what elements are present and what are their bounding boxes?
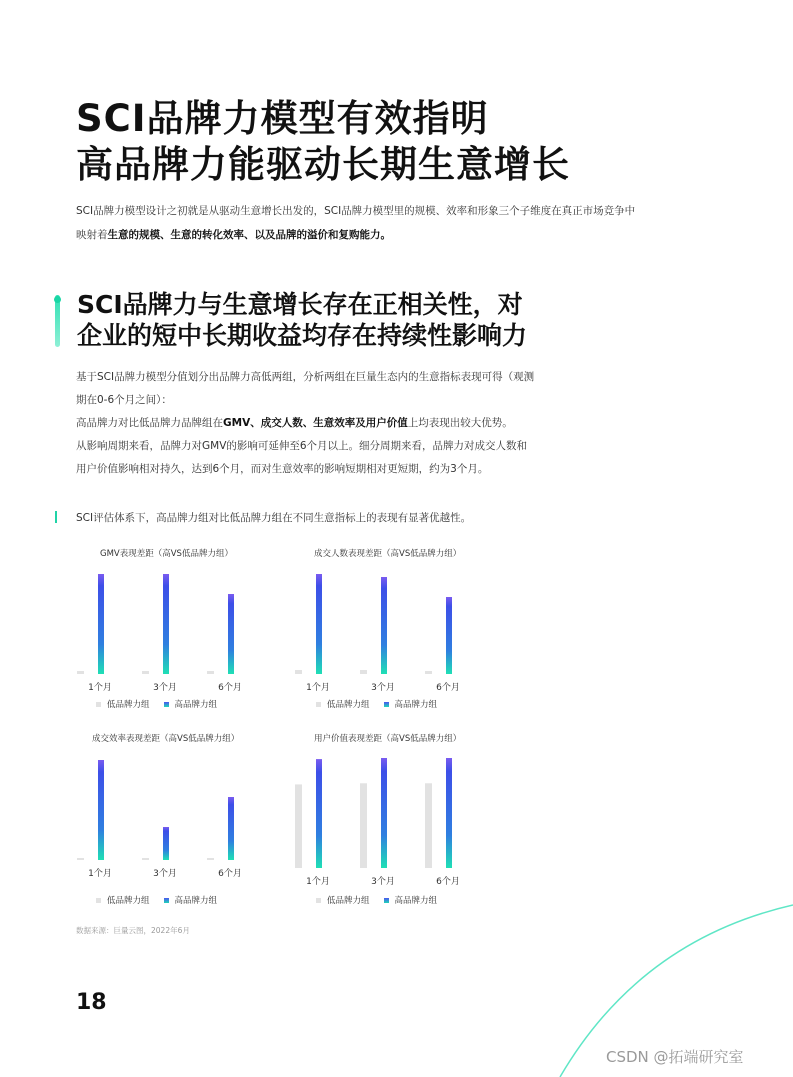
body-line-1: 基于SCI品牌力模型分值划分出品牌力高低两组，分析两组在巨量生态内的生意指标表现可得（观测期在0-6个月之间）：	[76, 371, 535, 406]
chart-gmv	[68, 566, 258, 696]
legend-label-low: 低品牌力组	[107, 700, 150, 710]
bar-low-1	[295, 784, 302, 868]
legend-label-high: 高品牌力组	[394, 700, 438, 710]
bar-high-1	[98, 574, 104, 674]
bar-low-3	[207, 858, 214, 860]
legend-label-high: 高品牌力组	[174, 896, 218, 906]
legend-item-high	[384, 896, 438, 906]
x-tick-label: 6个月	[218, 683, 242, 693]
title-line-1: SCI品牌力模型有效指明	[76, 97, 489, 140]
bar-high-2	[163, 827, 169, 860]
legend-item-low	[96, 896, 150, 906]
legend-efficiency	[96, 894, 217, 906]
intro-bold-text: 生意的规模、生意的转化效率、以及品牌的溢价和复购能力。	[107, 229, 391, 241]
section-title	[77, 289, 527, 351]
page-title	[76, 96, 570, 188]
legend-item-low	[316, 700, 370, 710]
legend-swatch-low	[316, 898, 321, 903]
chart-title-gmv: GMV表现差距（高VS低品牌力组）	[100, 549, 233, 559]
legend-label-low: 低品牌力组	[107, 896, 150, 906]
legend-label-high: 高品牌力组	[174, 700, 218, 710]
bar-high-3	[446, 597, 452, 674]
x-tick-label: 1个月	[88, 869, 112, 879]
bar-high-2	[381, 758, 387, 868]
x-tick-label: 3个月	[153, 683, 177, 693]
legend-item-high	[164, 896, 218, 906]
legend-swatch-low	[96, 898, 101, 903]
title-line-2: 高品牌力能驱动长期生意增长	[76, 143, 570, 186]
chart-title-buyers: 成交人数表现差距（高VS低品牌力组）	[314, 549, 462, 559]
chart-title-efficiency: 成交效率表现差距（高VS低品牌力组）	[92, 734, 240, 744]
legend-swatch-low	[96, 702, 101, 707]
x-tick-label: 6个月	[218, 869, 242, 879]
bar-low-2	[142, 858, 149, 860]
legend-item-low	[96, 700, 150, 710]
legend-user-value	[316, 894, 437, 906]
chart-efficiency	[68, 752, 258, 882]
bar-high-3	[228, 594, 234, 674]
body-paragraph	[76, 366, 536, 481]
bar-low-2	[360, 670, 367, 674]
bar-low-3	[425, 671, 432, 674]
legend-item-high	[164, 700, 218, 710]
x-tick-label: 3个月	[371, 683, 395, 693]
bar-low-1	[295, 670, 302, 674]
bar-high-3	[228, 797, 234, 860]
x-tick-label: 1个月	[88, 683, 112, 693]
bar-low-2	[360, 783, 367, 868]
data-source: 数据来源：巨量云图，2022年6月	[76, 926, 190, 935]
section-accent-dot	[54, 296, 61, 303]
legend-swatch-high	[384, 898, 389, 903]
watermark: CSDN @拓端研究室	[606, 1048, 744, 1066]
legend-swatch-high	[164, 702, 169, 707]
legend-item-high	[384, 700, 438, 710]
x-tick-label: 6个月	[436, 877, 460, 887]
bar-high-2	[381, 577, 387, 674]
section-title-line-2: 企业的短中长期收益均存在持续性影响力	[77, 321, 528, 350]
x-tick-label: 6个月	[436, 683, 460, 693]
legend-label-low: 低品牌力组	[327, 896, 370, 906]
bar-low-3	[207, 671, 214, 674]
legend-swatch-high	[164, 898, 169, 903]
intro-text: SCI品牌力模型设计之初就是从驱动生意增长出发的，SCI品牌力模型里的规模、效率和形象三个子维度在真正市场竞争中映射着	[76, 205, 636, 241]
x-tick-label: 1个月	[306, 877, 330, 887]
chart-user-value	[286, 750, 476, 890]
legend-buyers	[316, 698, 437, 710]
body-line-2-pre: 高品牌力对比低品牌力品牌组在	[76, 417, 223, 429]
body-line-2-post: 上均表现出较大优势。	[407, 417, 513, 429]
intro-paragraph	[76, 199, 636, 247]
chart-title-user-value: 用户价值表现差距（高VS低品牌力组）	[314, 734, 462, 744]
chart-note-accent-bar	[55, 511, 57, 523]
chart-buyers	[286, 566, 476, 696]
bar-low-3	[425, 783, 432, 868]
bar-high-1	[316, 574, 322, 674]
bar-high-1	[98, 760, 104, 860]
bar-low-1	[77, 858, 84, 860]
legend-gmv	[96, 698, 217, 710]
bar-low-2	[142, 671, 149, 674]
legend-swatch-high	[384, 702, 389, 707]
bar-low-1	[77, 671, 84, 674]
x-tick-label: 3个月	[153, 869, 177, 879]
x-tick-label: 3个月	[371, 877, 395, 887]
page-number: 18	[76, 990, 107, 1015]
legend-label-high: 高品牌力组	[394, 896, 438, 906]
x-tick-label: 1个月	[306, 683, 330, 693]
bar-high-2	[163, 574, 169, 674]
bar-high-1	[316, 759, 322, 868]
body-line-3: 从影响周期来看，品牌力对GMV的影响可延伸至6个月以上。细分周期来看，品牌力对成交人数和用户价值影响相对持久，达到6个月，而对生意效率的影响短期相对更短期，约为3个月。	[76, 440, 528, 475]
legend-swatch-low	[316, 702, 321, 707]
legend-label-low: 低品牌力组	[327, 700, 370, 710]
legend-item-low	[316, 896, 370, 906]
section-title-line-1: SCI品牌力与生意增长存在正相关性，对	[77, 290, 523, 319]
body-line-2-bold: GMV、成交人数、生意效率及用户价值	[223, 417, 408, 429]
bar-high-3	[446, 758, 452, 868]
chart-note: SCI评估体系下，高品牌力组对比低品牌力组在不同生意指标上的表现有显著优越性。	[76, 512, 472, 524]
